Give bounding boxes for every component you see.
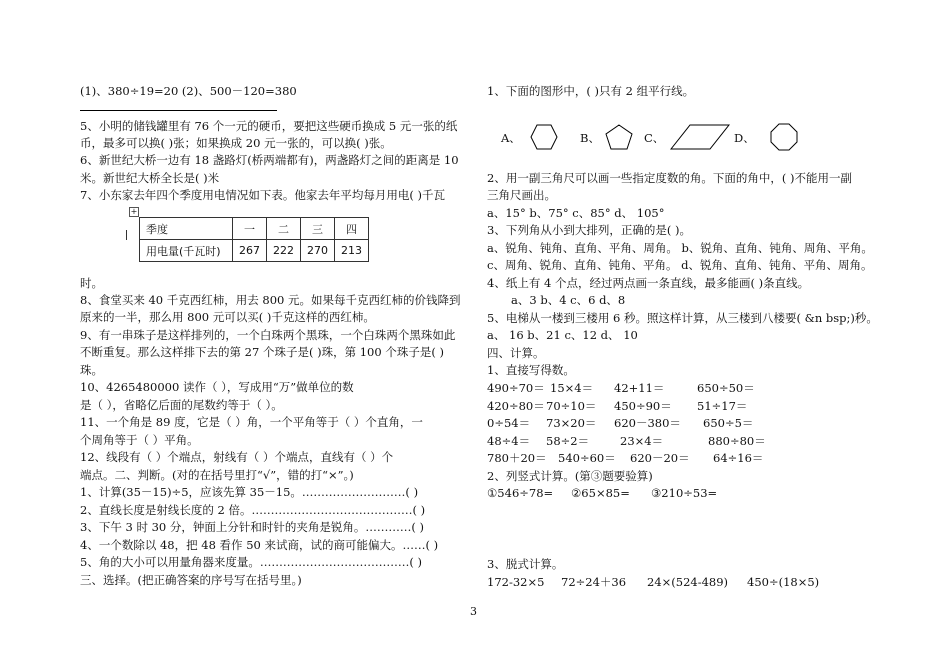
q6-line1: 6、新世纪大桥一边有 18 盏路灯(桥两端都有)，两盏路灯之间的距离是 10 — [80, 153, 459, 167]
table-quarter: 一 — [233, 218, 267, 240]
vertical-calc: ②65×85= — [571, 486, 630, 500]
q9-line1: 9、有一串珠子是这样排列的，一个白珠两个黑珠，一个白珠两个黑珠如此 — [80, 328, 456, 342]
table-value: 267 — [233, 240, 267, 262]
table-move-handle-icon: + — [130, 207, 138, 216]
calc-item: 420÷80＝ — [487, 399, 545, 413]
choice-5-options: a、 16 b、21 c、12 d、 10 — [487, 328, 638, 342]
choice-2-line2: 三角尺画出。 — [487, 188, 556, 202]
choice-2-options: a、15° b、75° c、85° d、 105° — [487, 206, 665, 220]
divider-rule — [80, 110, 277, 111]
section-4-heading: 四、计算。 — [487, 346, 545, 360]
calc-item: 780＋20＝ — [487, 451, 547, 465]
pentagon-icon — [605, 124, 633, 150]
q5-line2: 币，最多可以换( )张；如果换成 20 元一张的，可以换( )张。 — [80, 136, 392, 150]
octagon-icon — [770, 123, 798, 151]
calc-item: 42+11＝ — [614, 381, 665, 395]
hexagon-icon — [530, 124, 558, 150]
option-label: C、 — [644, 131, 665, 145]
q9-line3: 珠。 — [80, 363, 103, 377]
table-row — [140, 240, 369, 262]
calc-item: 64÷16＝ — [713, 451, 764, 465]
q11-line2: 个周角等于（ ）平角。 — [80, 433, 199, 447]
calc-item: 48÷4＝ — [487, 434, 531, 448]
calc-item: 450÷90＝ — [614, 399, 672, 413]
judge-4: 4、一个数除以 48，把 48 看作 50 来试商，试的商可能偏大。……( ) — [80, 538, 439, 552]
choice-3-options-cd: c、周角、锐角、直角、钝角、平角。 d、锐角、直角、钝角、平角、周角。 — [487, 258, 873, 272]
table-value: 213 — [335, 240, 369, 262]
q8-line2: 原来的一半，那么用 800 元可以买( )千克这样的西红柿。 — [80, 310, 375, 324]
calc-item: 880÷80＝ — [708, 434, 766, 448]
calc-item: 0÷54＝ — [487, 416, 531, 430]
table-row-label: 用电量(千瓦时) — [140, 240, 233, 262]
prev-answer-line: (1)、380÷19=20 (2)、500－120=380 — [80, 84, 297, 98]
table-quarter: 二 — [267, 218, 301, 240]
page-number: 3 — [470, 605, 477, 618]
choice-4: 4、纸上有 4 个点，经过两点画一条直线，最多能画( )条直线。 — [487, 276, 810, 290]
stepwise-calc: 72÷24＋36 — [561, 575, 627, 589]
option-label: D、 — [734, 131, 755, 145]
table-value: 270 — [301, 240, 335, 262]
q7-line: 7、小东家去年四个季度用电情况如下表。他家去年平均每月用电( )千瓦 — [80, 188, 445, 202]
calc-item: 15×4＝ — [550, 381, 594, 395]
q12-line2: 端点。二、判断。(对的在括号里打“√”，错的打“×”。) — [80, 468, 354, 482]
q10-line1: 10、4265480000 读作（ ），写成用“万”做单位的数 — [80, 380, 354, 394]
electricity-table — [139, 217, 369, 262]
table-row — [140, 218, 369, 240]
choice-1: 1、下面的图形中，( )只有 2 组平行线。 — [487, 84, 695, 98]
sub-3-heading: 3、脱式计算。 — [487, 557, 564, 571]
calc-item: 620－380＝ — [614, 416, 681, 430]
calc-item: 70÷10＝ — [546, 399, 597, 413]
q5-line1: 5、小明的储钱罐里有 76 个一元的硬币，要把这些硬币换成 5 元一张的纸 — [80, 119, 458, 133]
q8-line1: 8、食堂买来 40 千克西红柿，用去 800 元。如果每千克西红柿的价钱降到 — [80, 293, 461, 307]
judge-2: 2、直线长度是射线长度的 2 倍。……………………………………( ) — [80, 503, 426, 517]
sub-2-heading: 2、列竖式计算。(第③题要验算) — [487, 469, 653, 483]
q11-line1: 11、一个角是 89 度，它是（ ）角，一个平角等于（ ）个直角，一 — [80, 415, 423, 429]
q7-end: 时。 — [80, 276, 103, 290]
calc-item: 23×4＝ — [620, 434, 664, 448]
choice-3: 3、下列角从小到大排列，正确的是( )。 — [487, 223, 691, 237]
stepwise-calc: 24×(524-489) — [647, 575, 729, 589]
judge-1: 1、计算(35－15)÷5，应该先算 35－15。………………………( ) — [80, 485, 419, 499]
table-quarter: 四 — [335, 218, 369, 240]
choice-3-options-ab: a、锐角、钝角、直角、平角、周角。 b、锐角、直角、钝角、周角、平角。 — [487, 241, 873, 255]
calc-item: 620－20＝ — [630, 451, 690, 465]
vertical-calc: ①546÷78= — [487, 486, 554, 500]
calc-item: 650÷5＝ — [703, 416, 754, 430]
calc-item: 490÷70＝ — [487, 381, 545, 395]
calc-item: 650÷50＝ — [697, 381, 755, 395]
calc-item: 540÷60＝ — [558, 451, 616, 465]
stepwise-calc: 172-32×5 — [487, 575, 545, 589]
judge-3: 3、下午 3 时 30 分，钟面上分针和时针的夹角是锐角。…………( ) — [80, 520, 425, 534]
parallelogram-icon — [670, 124, 730, 150]
table-head-label: 季度 — [140, 218, 233, 240]
table-quarter: 三 — [301, 218, 335, 240]
option-label: A、 — [501, 131, 521, 145]
calc-item: 58÷2＝ — [546, 434, 590, 448]
stepwise-calc: 450÷(18×5) — [747, 575, 820, 589]
sub-1-heading: 1、直接写得数。 — [487, 363, 575, 377]
vertical-calc: ③210÷53= — [651, 486, 718, 500]
choice-2-line1: 2、用一副三角尺可以画一些指定度数的角。下面的角中，( )不能用一副 — [487, 171, 852, 185]
calc-item: 51÷17＝ — [697, 399, 748, 413]
cursor-mark — [126, 230, 127, 240]
q6-line2: 米。新世纪大桥全长是( )米 — [80, 171, 220, 185]
table-value: 222 — [267, 240, 301, 262]
choice-4-options: a、3 b、4 c、6 d、8 — [511, 293, 626, 307]
calc-item: 73×20＝ — [546, 416, 597, 430]
q9-line2: 不断重复。那么这样排下去的第 27 个珠子是( )珠，第 100 个珠子是( ) — [80, 345, 444, 359]
choice-5: 5、电梯从一楼到三楼用 6 秒。照这样计算，从三楼到八楼要( &n bsp;)秒。 — [487, 311, 878, 325]
option-label: B、 — [580, 131, 600, 145]
section-3-heading: 三、选择。(把正确答案的序号写在括号里。) — [80, 573, 302, 587]
q10-line2: 是（ ），省略亿后面的尾数约等于（ ）。 — [80, 398, 283, 412]
q12-line1: 12、线段有（ ）个端点，射线有（ ）个端点，直线有（ ）个 — [80, 450, 394, 464]
judge-5: 5、角的大小可以用量角器来度量。…………………………………( ) — [80, 555, 422, 569]
